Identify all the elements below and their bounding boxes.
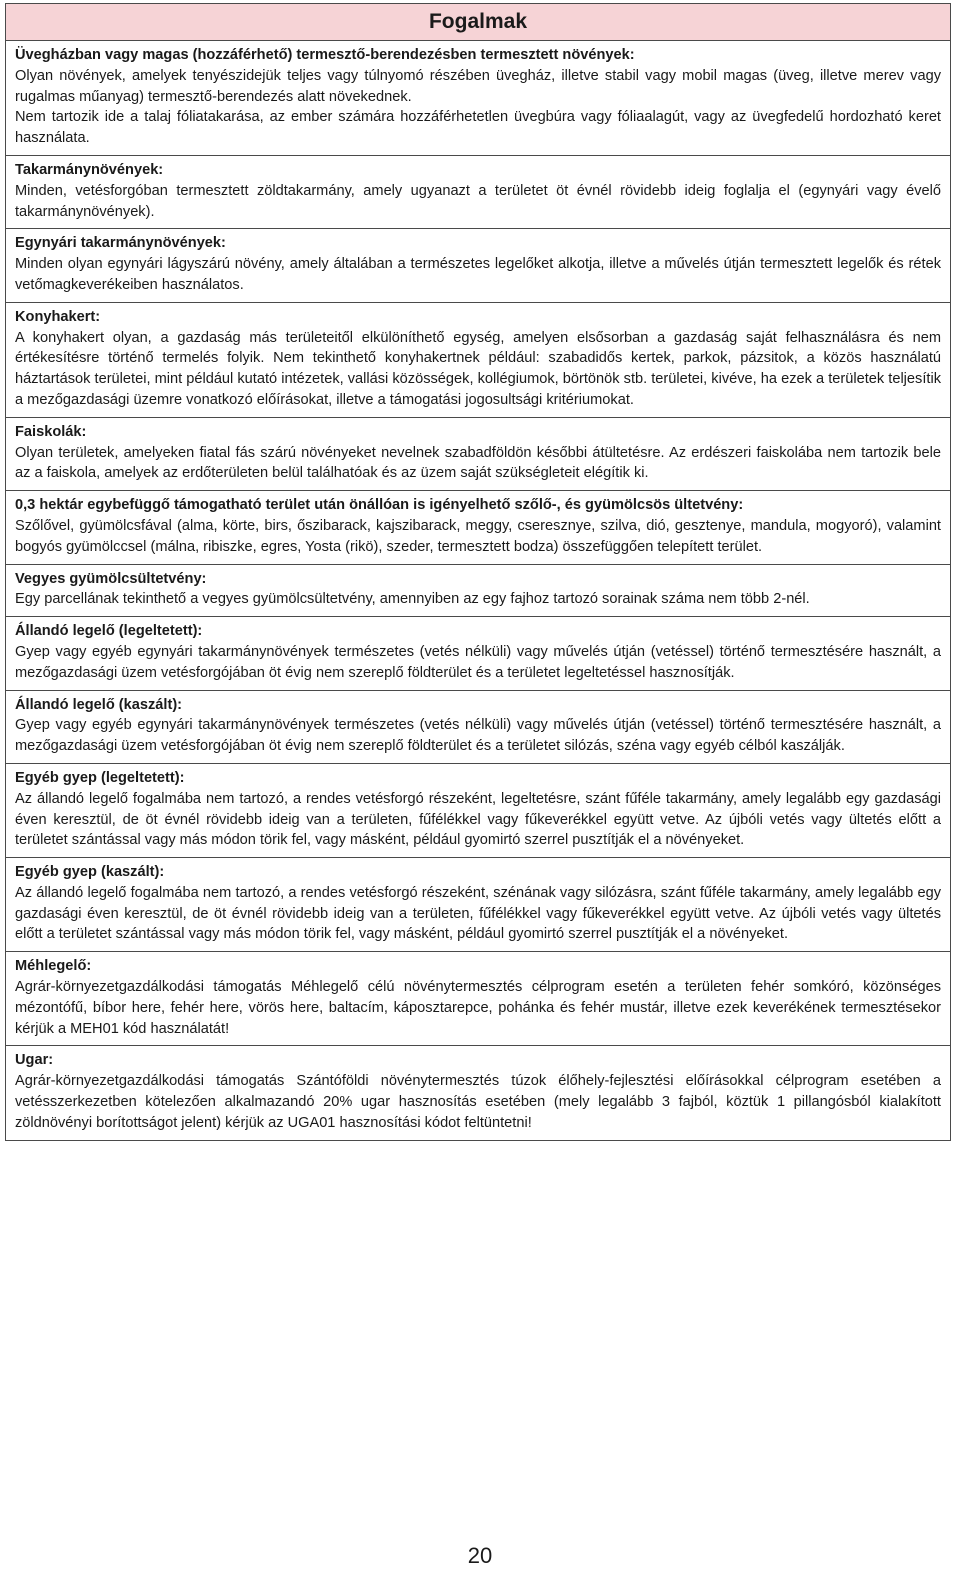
definition-title: Faiskolák: [15, 423, 87, 440]
definition-title: Konyhakert: [15, 308, 101, 325]
definition-fallow [6, 1046, 950, 1139]
definition-body: Az állandó legelő fogalmába nem tartozó, a rendes vetésforgó részeként, szénának vagy silózásra, szánt fűféle takarmány, amely legalább egy gazdasági éven keresztül, de öt évnél rövidebb ideig van a területen, fűfélékkel vagy fűkeverékkel együtt vetve. Az újbóli vetés vagy ültetés előtt a területet szántással vagy más módon törik fel, vagy másként, például gyomirtó szerrel pusztítják el a növényeket. [15, 884, 941, 943]
definition-body: A konyhakert olyan, a gazdaság más területeitől elkülöníthető egység, amelyen elsősorban a gazdaság saját felhasználásra és nem értékesítésre történő termelés folyik. Nem tekinthető konyhakertnek például: szabadidős kertek, parkok, pázsitok, a közös használatú háztartások területei, mint például kutató intézetek, vallási közösségek, kollégiumok, börtönök stb. területei, kivéve, ha ezek a területek teljesítik a mezőgazdasági üzemre vonatkozó előírásokat, illetve a támogatási jogosultsági kritériumokat. [15, 329, 941, 408]
definition-body: Szőlővel, gyümölcsfával (alma, körte, birs, őszibarack, kajszibarack, meggy, cseresznye, szilva, dió, gesztenye, mandula, mogyoró), valamint bogyós gyümölccsel (málna, ribiszke, egres, Yosta (rikö), szeder, termesztett bodza) összefüggően telepített terület. [15, 517, 941, 555]
definition-title: Egyéb gyep (kaszált): [15, 864, 165, 881]
definition-title: 0,3 hektár egybefüggő támogatható terület után önállóan is igényelhető szőlő-, és gyümölcsös ültetvény: [15, 497, 744, 514]
definition-annual-fodder [6, 229, 950, 302]
definition-fodder-crops [6, 156, 950, 229]
definition-title: Állandó legelő (kaszált): [15, 696, 183, 713]
definition-title: Egynyári takarmánynövények: [15, 235, 226, 252]
definition-title: Méhlegelő: [15, 958, 92, 975]
definitions-table [5, 3, 951, 1141]
definition-bee-pasture [6, 952, 950, 1046]
definition-other-grass-grazed [6, 764, 950, 858]
definition-body: Agrár-környezetgazdálkodási támogatás Szántóföldi növénytermesztés túzok élőhely-fejlesztési előírásokkal célprogram esetében a vetésszerkezetben kötelezően alkalmazandó 20% ugar hasznosítás esetében (mely legalább 3 fajból, köztük 1 pillangósból kialakított zöldnövényi borítottságot jelent) kérjük az UGA01 hasznosítási kódot feltüntetni! [15, 1073, 941, 1131]
definition-vineyard-orchard [6, 491, 950, 564]
definition-title: Ugar: [15, 1052, 54, 1069]
definition-title: Vegyes gyümölcsültetvény: [15, 570, 207, 587]
definition-nurseries [6, 418, 950, 491]
definition-permanent-pasture-mown [6, 691, 950, 764]
page-number: 20 [467, 1543, 493, 1568]
definition-body: Olyan növények, amelyek tenyészidejük teljes vagy túlnyomó részében üvegház, illetve stabil vagy mobil magas (üveg, illetve merev vagy rugalmas műanyag) termesztő-berendezés alatt növekednek. [15, 67, 941, 105]
definition-body: Minden olyan egynyári lágyszárú növény, amely általában a természetes legelőket alkotja, illetve a művelés útján termesztett legelők és rétek vetőmagkeverékeiben használatos. [15, 256, 941, 293]
definition-other-grass-mown [6, 858, 950, 952]
definition-body: Az állandó legelő fogalmába nem tartozó, a rendes vetésforgó részeként, legeltetésre, szánt fűféle takarmány, amely legalább egy gazdasági éven keresztül, de öt évnél rövidebb ideig van a területen, fűfélékkel vagy fűkeverékkel együtt vetve. Az újbóli vetés vagy ültetés előtt a területet szántással vagy más módon törik fel, vagy másként, például gyomirtó szerrel pusztítják el a növényeket. [15, 790, 941, 849]
definition-body: Agrár-környezetgazdálkodási támogatás Méhlegelő célú növénytermesztés célprogram esetén a területen fehér somkóró, közönséges mézontófű, bíbor here, fehér here, vörös here, baltacím, káposztarepce, pohánka és fehér mustár, illetve ezek keverékének termesztésekor kérjük a MEH01 kód használatát! [15, 979, 941, 1037]
definition-body: Olyan területek, amelyeken fiatal fás szárú növényeket nevelnek szabadföldön későbbi átültetésre. Az erdészeri faiskolába nem tartozik bele az a faiskola, amelyek az erdőterületen belül találhatóak és az üzem saját szükségleteit elégítik ki. [15, 444, 941, 482]
table-header [6, 4, 950, 41]
definition-body: Minden, vetésforgóban termesztett zöldtakarmány, amely ugyanazt a területet öt évnél rövidebb ideig foglalja el (egynyári vagy évelő takarmánynövények). [15, 182, 941, 220]
definition-title: Üvegházban vagy magas (hozzáférhető) termesztő-berendezésben termesztett növények: [15, 47, 635, 63]
definition-title: Állandó legelő (legeltetett): [15, 623, 203, 640]
definition-title: Takarmánynövények: [15, 161, 164, 178]
definition-title: Egyéb gyep (legeltetett): [15, 769, 185, 786]
definition-mixed-orchard [6, 565, 950, 618]
definition-greenhouse [6, 41, 950, 156]
definition-body: Gyep vagy egyéb egynyári takarmánynövények természetes (vetés nélküli) vagy művelés útján (vetéssel) történő termesztésére használt, a mezőgazdasági üzem vetésforgójában öt évig nem szereplő földterület és a területet legeltetéssel hasznosítják. [15, 643, 941, 681]
definition-body-note: Nem tartozik ide a talaj fóliatakarása, az ember számára hozzáférhetetlen üvegbúra vagy fóliaalagút, vagy az üvegfedelű hordozható keret használata. [15, 109, 941, 147]
page-title: Fogalmak [428, 10, 528, 33]
definition-body: Gyep vagy egyéb egynyári takarmánynövények természetes (vetés nélküli) vagy művelés útján (vetéssel) történő termesztésére használt, a mezőgazdasági üzem vetésforgójában öt évig nem szereplő földterület és a területet silózás, széna vagy egyéb célból kaszálják. [15, 717, 941, 755]
definition-body: Egy parcellának tekinthető a vegyes gyümölcsültetvény, amennyiben az egy fajhoz tartozó sorainak száma nem több 2-nél. [15, 591, 810, 608]
definition-permanent-pasture-grazed [6, 617, 950, 690]
definition-kitchen-garden [6, 303, 950, 418]
